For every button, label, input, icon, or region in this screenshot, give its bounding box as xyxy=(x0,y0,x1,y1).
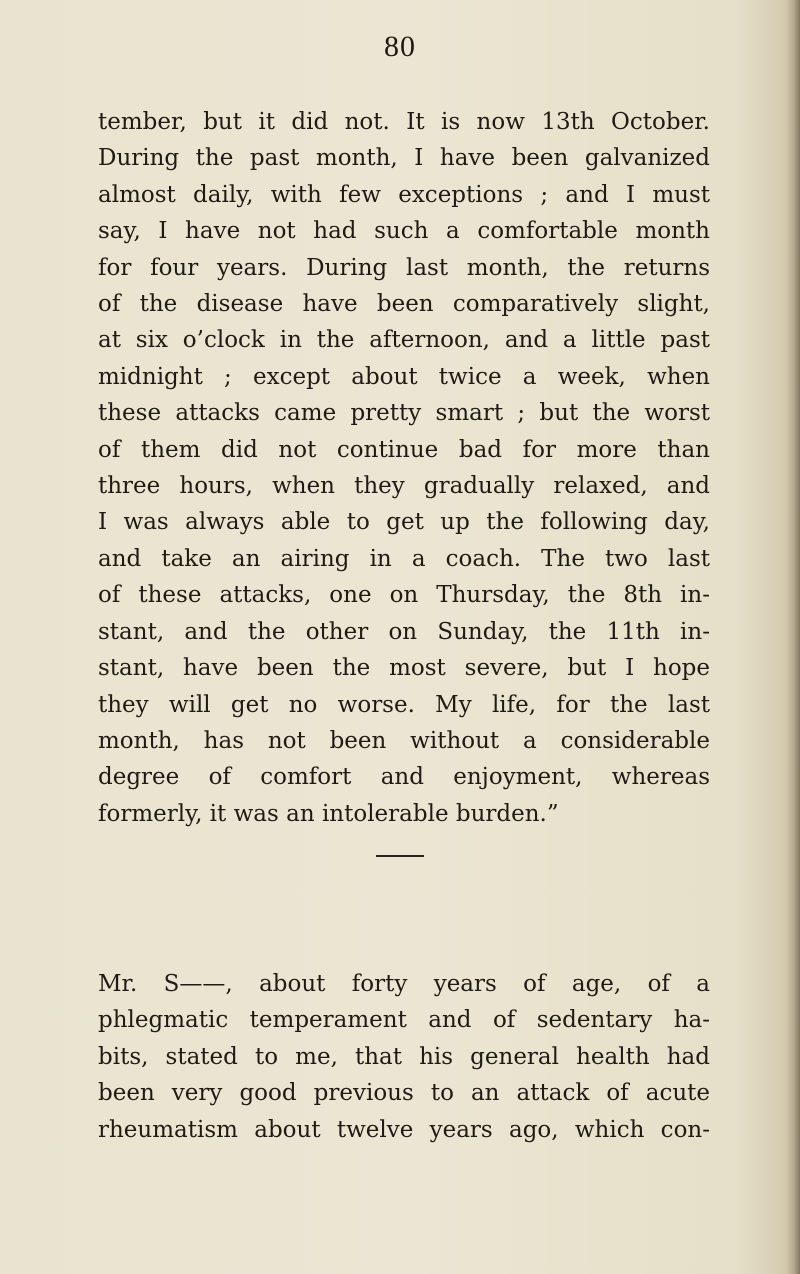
text-line: for four years. During last month, the returns xyxy=(98,254,710,281)
text-line: Mr. S——, about forty years of age, of a xyxy=(98,971,710,997)
text-line: stant, and the other on Sunday, the 11th in- xyxy=(98,618,710,645)
text-line: these attacks came pretty smart ; but the worst xyxy=(98,400,710,427)
text-line: degree of comfort and enjoyment, whereas xyxy=(98,764,710,791)
page-edge-shadow xyxy=(786,0,800,1274)
text-line: month, has not been without a considerable xyxy=(98,727,710,754)
text-line: phlegmatic temperament and of sedentary ha- xyxy=(98,1007,710,1034)
paragraph-letter-excerpt xyxy=(98,104,710,832)
text-line: and take an airing in a coach. The two last xyxy=(98,545,710,572)
text-line: of them did not continue bad for more than xyxy=(98,436,710,463)
text-line: of these attacks, one on Thursday, the 8th in- xyxy=(98,582,710,609)
text-line: they will get no worse. My life, for the last xyxy=(98,691,710,718)
text-line: formerly, it was an intolerable burden.” xyxy=(98,800,559,827)
text-line: midnight ; except about twice a week, when xyxy=(98,363,710,390)
text-line: almost daily, with few exceptions ; and I must xyxy=(98,181,710,208)
paragraph-case-report xyxy=(98,966,710,1148)
page-number: 80 xyxy=(384,30,416,63)
text-line: bits, stated to me, that his general health had xyxy=(98,1043,710,1070)
section-divider xyxy=(376,855,424,857)
text-line: tember, but it did not. It is now 13th October. xyxy=(98,109,710,135)
text-line: During the past month, I have been galvanized xyxy=(98,145,710,172)
text-line: of the disease have been comparatively slight, xyxy=(98,291,710,318)
text-line: at six o’clock in the afternoon, and a little past xyxy=(98,327,710,354)
text-line: stant, have been the most severe, but I hope xyxy=(98,655,710,682)
text-line: I was always able to get up the following day, xyxy=(98,509,710,536)
text-line: three hours, when they gradually relaxed, and xyxy=(98,473,710,500)
text-line: say, I have not had such a comfortable month xyxy=(98,218,710,245)
text-line: rheumatism about twelve years ago, which con- xyxy=(98,1116,710,1143)
text-line: been very good previous to an attack of acute xyxy=(98,1080,710,1107)
